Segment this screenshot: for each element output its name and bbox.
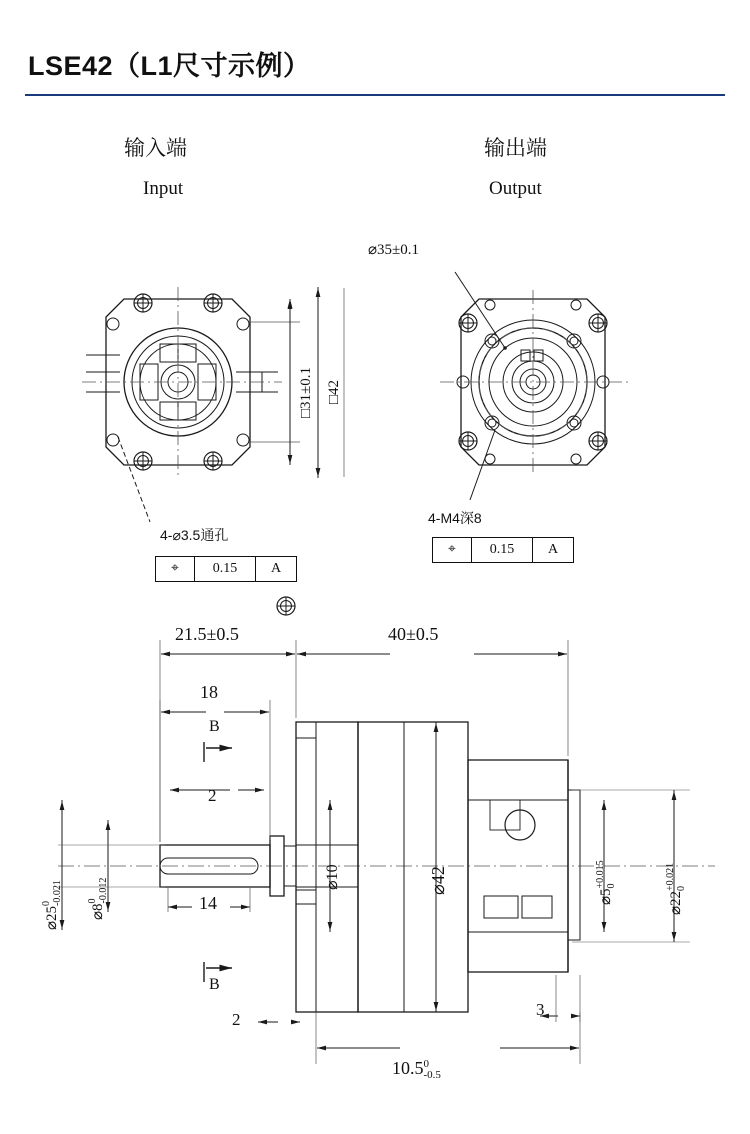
dim-pin-5-value: ⌀5 — [598, 888, 614, 905]
dim-square-42: □42 — [326, 379, 342, 404]
dim-base-105-value: 10.5 — [392, 1058, 424, 1078]
dim-key-2-top: 2 — [208, 786, 217, 805]
output-datum: A — [547, 542, 559, 557]
output-tolerance-frame — [432, 537, 574, 563]
dim-base-105 — [392, 1058, 441, 1081]
input-tolerance-value: 0.15 — [195, 557, 256, 581]
dim-step-3: 3 — [536, 1000, 545, 1019]
input-hole-note: 4-⌀3.5通孔 — [160, 527, 229, 543]
dim-len-body: 40±0.5 — [388, 624, 439, 644]
dim-len-flange: 21.5±0.5 — [175, 624, 239, 644]
page-title: LSE42（L1尺寸示例） — [28, 51, 311, 81]
dim-step-2-bottom: 2 — [232, 1010, 241, 1029]
output-thread-note: 4-M4深8 — [428, 510, 482, 526]
input-tolerance-frame — [155, 556, 297, 582]
output-front-view — [440, 272, 628, 500]
dim-base-105-tol-up: 0 — [423, 1057, 429, 1070]
input-view-label-cn: 输入端 — [124, 137, 187, 160]
section-mark-bottom: B — [209, 976, 220, 993]
input-view-label-en: Input — [143, 178, 184, 199]
output-tolerance-value: 0.15 — [472, 538, 533, 562]
dim-shaft-dia-25-tol-low: -0.021 — [51, 880, 63, 906]
dim-out-22-tol-low: 0 — [675, 885, 687, 891]
output-view-label-cn: 输出端 — [484, 137, 547, 160]
position-symbol-icon-2: ⌖ — [433, 538, 472, 562]
dim-shaft-dia-25-value: ⌀25 — [44, 905, 60, 930]
dim-out-22-value: ⌀22 — [668, 890, 684, 915]
section-mark-top: B — [209, 718, 220, 735]
dim-pin-5-tol-up: +0.015 — [595, 860, 607, 889]
dim-pin-5-tol-low: 0 — [605, 883, 617, 889]
dim-out-22 — [666, 863, 687, 915]
dim-shaft-dia-8 — [88, 878, 109, 920]
dim-pin-5 — [596, 860, 617, 905]
dim-shaft-dia-8-tol-up: 0 — [87, 898, 99, 904]
dim-flange-pcd: ⌀35±0.1 — [368, 242, 420, 258]
output-view-label-en: Output — [489, 178, 542, 199]
dim-shaft-dia-8-value: ⌀8 — [90, 903, 106, 920]
dim-shaft-dia-8-tol-low: -0.012 — [97, 877, 109, 904]
dim-pilot-square-31: □31±0.1 — [298, 366, 314, 418]
dim-shaft-dia-25-tol-up: 0 — [41, 900, 53, 906]
input-datum: A — [270, 561, 282, 576]
dim-shaft-dia-25 — [42, 880, 63, 930]
dim-shaft-len-18: 18 — [200, 682, 218, 702]
side-section-view — [58, 640, 715, 1064]
dim-shaft-flat-14: 14 — [199, 893, 217, 913]
dim-bore-10: ⌀10 — [324, 864, 341, 890]
dim-body-42: ⌀42 — [428, 866, 448, 895]
dim-out-22-tol-up: +0.021 — [665, 862, 677, 891]
position-symbol-icon: ⌖ — [156, 557, 195, 581]
dim-base-105-tol-low: -0.5 — [423, 1068, 441, 1081]
